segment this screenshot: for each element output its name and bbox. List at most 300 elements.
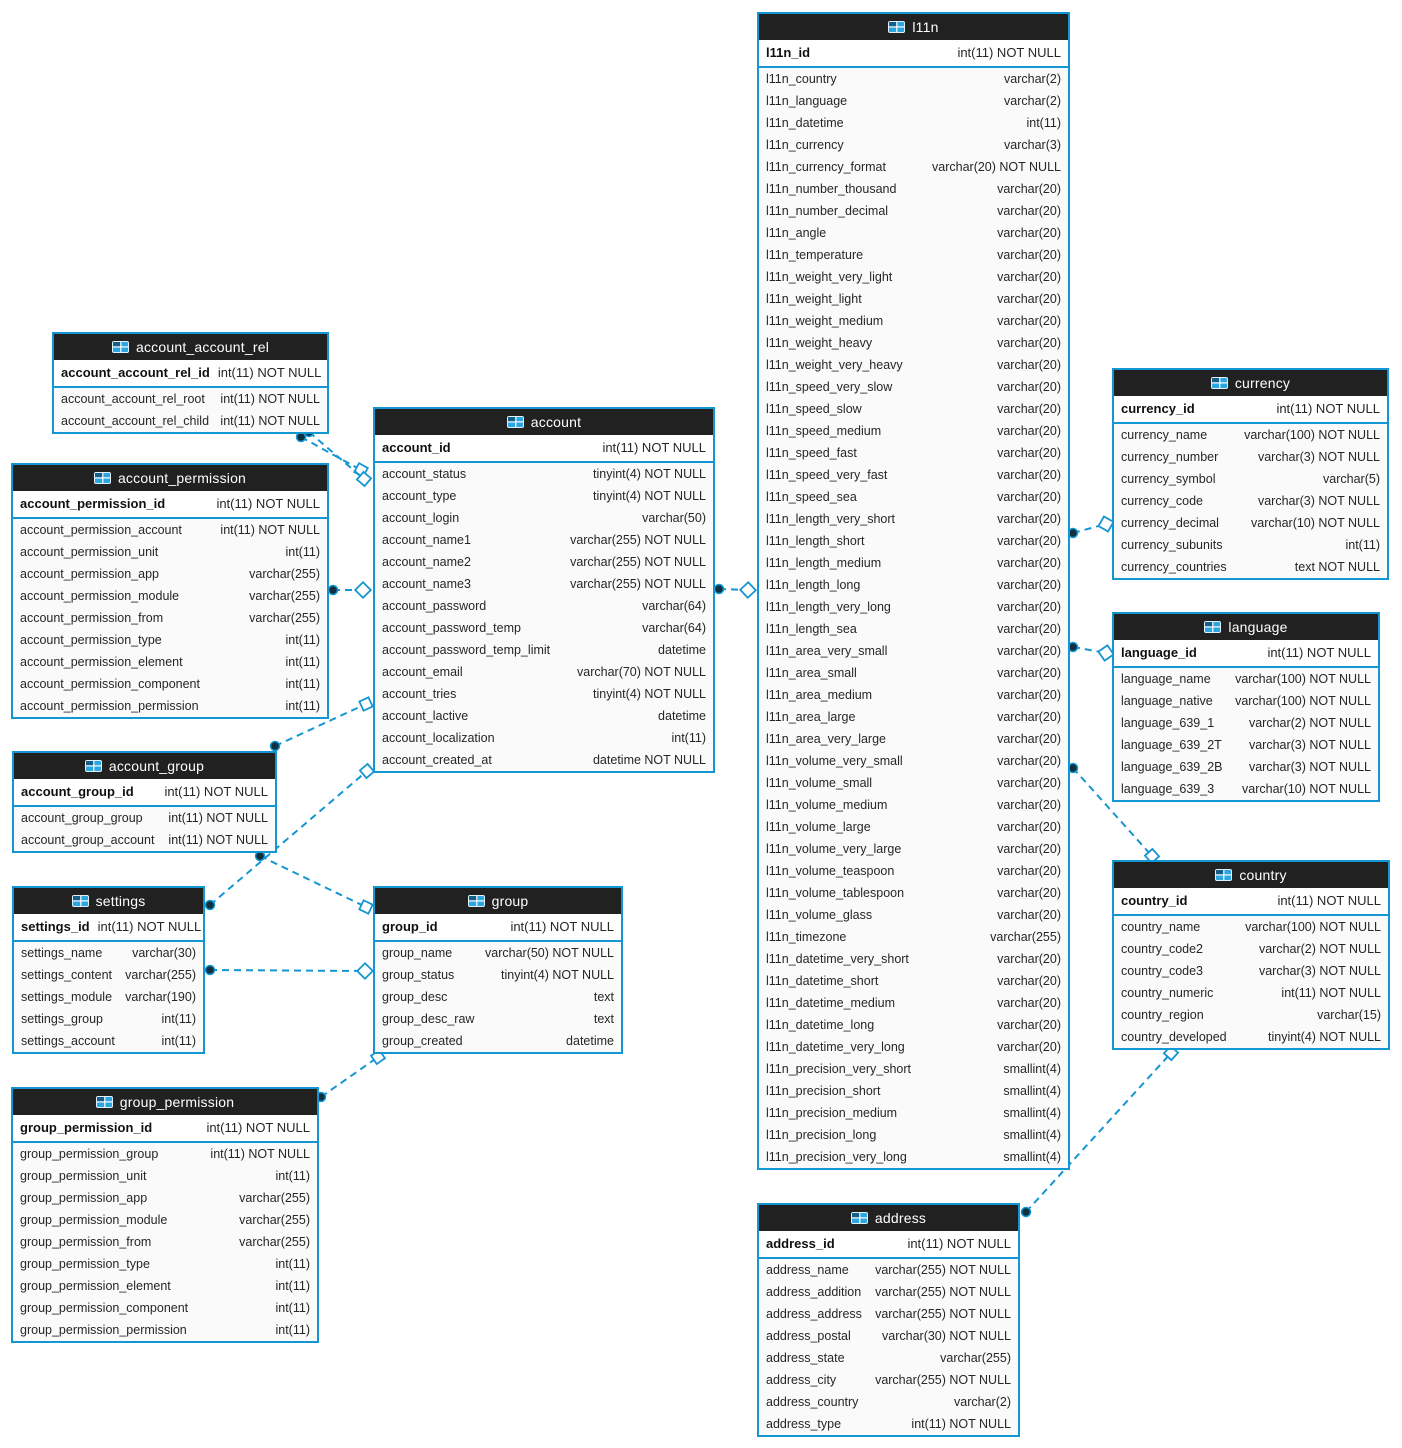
field-row [759,1259,1018,1281]
field-row [759,574,1068,596]
relationship-origin-dot-icon [715,585,724,594]
table-group[interactable] [373,886,623,1054]
table-header[interactable] [14,753,275,779]
field-row [759,486,1068,508]
field-type: varchar(255) [125,968,196,982]
table-account_account_rel[interactable] [52,332,329,434]
field-name: l11n_weight_light [766,292,862,306]
field-name: l11n_area_large [766,710,856,724]
field-row [13,629,327,651]
field-row [54,388,327,410]
field-row [759,860,1068,882]
table-title: settings [95,893,146,909]
field-type: int(11) [285,699,320,713]
field-row [759,596,1068,618]
table-icon [72,895,89,907]
field-type: tinyint(4) NOT NULL [501,968,614,982]
field-type: varchar(3) NOT NULL [1248,760,1371,774]
field-name: group_desc_raw [382,1012,475,1026]
field-row [13,1297,317,1319]
field-name: group_name [382,946,453,960]
field-type: varchar(20) [997,732,1061,746]
field-type: varchar(20) [997,270,1061,284]
table-language[interactable] [1112,612,1380,802]
field-name: currency_code [1121,494,1203,508]
field-name: address_id [766,1236,835,1251]
field-name: currency_subunits [1121,538,1223,552]
table-title: country [1239,867,1287,883]
field-row [375,964,621,986]
field-row [1114,512,1387,534]
table-title: address [874,1210,927,1226]
field-type: varchar(255) NOT NULL [875,1373,1011,1387]
field-type: int(11) NOT NULL [210,1147,310,1161]
field-row [375,573,713,595]
field-name: language_name [1121,672,1211,686]
field-row [13,541,327,563]
field-row [14,986,203,1008]
table-icon [1211,377,1228,389]
field-type: varchar(20) [997,842,1061,856]
field-row [759,882,1068,904]
field-name: account_created_at [382,753,492,767]
field-type: int(11) [275,1323,310,1337]
field-type: varchar(20) [997,974,1061,988]
field-type: int(11) [285,633,320,647]
field-row [375,683,713,705]
field-name: settings_id [21,919,90,934]
field-type: int(11) [1345,538,1380,552]
field-type: int(11) [161,1012,196,1026]
field-name: l11n_datetime_very_short [766,952,909,966]
field-type: int(11) NOT NULL [220,392,320,406]
field-row [1114,938,1388,960]
field-row [14,1030,203,1052]
field-row [759,288,1068,310]
field-type: varchar(64) [642,621,706,635]
field-type: varchar(20) [997,952,1061,966]
primary-key-row [13,491,327,519]
relationship-diamond-icon [355,582,371,598]
field-name: account_permission_type [20,633,162,647]
field-type: int(11) NOT NULL [168,833,268,847]
relationship-group_permission-group[interactable] [317,1050,385,1101]
field-row [375,1008,621,1030]
field-type: varchar(20) [997,204,1061,218]
relationship-line [260,856,366,907]
relationship-line [210,970,365,971]
field-name: group_permission_from [20,1235,152,1249]
field-name: country_name [1121,920,1201,934]
table-header[interactable] [1114,614,1378,640]
field-name: l11n_datetime_medium [766,996,896,1010]
field-type: datetime [566,1034,614,1048]
table-header[interactable] [759,1205,1018,1231]
field-name: l11n_number_decimal [766,204,889,218]
field-type: varchar(255) NOT NULL [570,533,706,547]
field-row [759,728,1068,750]
field-name: settings_name [21,946,103,960]
field-name: account_name3 [382,577,471,591]
field-row [759,1369,1018,1391]
field-type: varchar(255) [940,1351,1011,1365]
field-type: varchar(255) [249,611,320,625]
relationship-origin-dot-icon [206,901,215,910]
field-name: account_permission_component [20,677,200,691]
field-name: l11n_area_small [766,666,857,680]
field-type: varchar(5) [1323,472,1380,486]
field-name: l11n_weight_heavy [766,336,873,350]
primary-key-row [375,435,713,463]
field-name: account_permission_unit [20,545,159,559]
field-row [1114,960,1388,982]
field-name: l11n_currency [766,138,844,152]
relationship-origin-dot-icon [329,586,338,595]
field-name: l11n_area_very_small [766,644,888,658]
field-row [375,661,713,683]
field-name: currency_symbol [1121,472,1216,486]
field-name: l11n_currency_format [766,160,886,174]
field-name: l11n_area_medium [766,688,873,702]
field-name: currency_id [1121,401,1195,416]
relationship-account_group-group[interactable] [256,852,373,914]
primary-key-row [1114,888,1388,916]
field-name: account_tries [382,687,457,701]
field-row [54,410,327,432]
field-type: varchar(2) [1004,94,1061,108]
field-name: l11n_length_short [766,534,865,548]
field-name: l11n_volume_tablespoon [766,886,905,900]
field-name: l11n_volume_very_large [766,842,902,856]
field-row [759,1281,1018,1303]
field-row [759,310,1068,332]
field-row [759,662,1068,684]
primary-key-row [1114,396,1387,424]
field-row [13,1319,317,1341]
field-type: varchar(30) [132,946,196,960]
field-name: l11n_volume_large [766,820,871,834]
field-row [375,507,713,529]
field-row [1114,1026,1388,1048]
field-type: int(11) NOT NULL [602,440,706,455]
primary-key-row [14,914,203,942]
relationship-settings-group[interactable] [206,963,373,979]
field-row [759,200,1068,222]
field-name: account_id [382,440,451,455]
field-type: tinyint(4) NOT NULL [1268,1030,1381,1044]
field-row [1114,668,1378,690]
field-type: varchar(20) [997,644,1061,658]
field-name: account_permission_id [20,496,166,511]
field-name: account_lactive [382,709,469,723]
table-icon [85,760,102,772]
table-icon [96,1096,113,1108]
table-icon [888,21,905,33]
field-type: varchar(20) [997,424,1061,438]
field-row [13,563,327,585]
field-row [13,607,327,629]
field-name: account_permission_element [20,655,183,669]
field-type: text [593,1012,614,1026]
field-row [759,1058,1068,1080]
field-type: varchar(20) [997,1040,1061,1054]
field-type: int(11) NOT NULL [957,45,1061,60]
field-row [759,1325,1018,1347]
table-title: account_permission [117,470,247,486]
field-name: account_type [382,489,457,503]
field-type: smallint(4) [1003,1062,1061,1076]
field-row [1114,756,1378,778]
field-type: varchar(20) [997,556,1061,570]
relationship-l11n-language[interactable] [1069,643,1114,661]
field-row [13,651,327,673]
relationship-l11n-currency[interactable] [1069,516,1114,537]
field-name: l11n_country [766,72,837,86]
field-type: tinyint(4) NOT NULL [593,467,706,481]
field-name: language_639_1 [1121,716,1215,730]
table-settings[interactable] [12,886,205,1054]
field-name: group_permission_unit [20,1169,147,1183]
field-type: datetime [658,643,706,657]
field-row [14,829,275,851]
table-header[interactable] [1114,862,1388,888]
table-header[interactable] [759,14,1068,40]
relationship-square-icon [360,764,374,778]
field-type: int(11) NOT NULL [510,919,614,934]
table-header[interactable] [13,1089,317,1115]
field-type: varchar(20) [997,776,1061,790]
field-row [759,508,1068,530]
field-row [1114,690,1378,712]
field-type: varchar(20) [997,996,1061,1010]
field-type: int(11) [285,677,320,691]
table-currency[interactable] [1112,368,1389,580]
field-row [1114,1004,1388,1026]
field-name: group_permission_type [20,1257,150,1271]
field-row [375,639,713,661]
field-row [13,1143,317,1165]
table-icon [1204,621,1221,633]
field-name: settings_group [21,1012,104,1026]
field-row [759,90,1068,112]
field-type: int(11) NOT NULL [97,919,202,934]
relationship-square-icon [359,900,372,913]
field-name: l11n_speed_very_slow [766,380,893,394]
field-type: varchar(20) [997,820,1061,834]
field-name: group_permission_permission [20,1323,187,1337]
field-type: varchar(255) [239,1213,310,1227]
table-title: group_permission [119,1094,235,1110]
table-header[interactable] [375,888,621,914]
field-name: account_password_temp [382,621,521,635]
field-name: address_name [766,1263,849,1277]
field-row [759,134,1068,156]
field-name: account_status [382,467,467,481]
field-name: account_name1 [382,533,471,547]
field-type: varchar(15) [1317,1008,1381,1022]
field-row [375,551,713,573]
table-account[interactable] [373,407,715,773]
table-header[interactable] [1114,370,1387,396]
field-type: int(11) [671,731,706,745]
field-name: l11n_speed_medium [766,424,882,438]
relationship-origin-dot-icon [271,742,280,751]
field-type: varchar(20) [997,688,1061,702]
field-type: varchar(255) NOT NULL [875,1307,1011,1321]
primary-key-row [1114,640,1378,668]
field-type: varchar(20) [997,908,1061,922]
table-address[interactable] [757,1203,1020,1437]
field-name: currency_countries [1121,560,1227,574]
field-row [759,1413,1018,1435]
field-name: l11n_precision_short [766,1084,881,1098]
field-type: varchar(20) [997,314,1061,328]
table-group_permission[interactable] [11,1087,319,1343]
table-title: account_group [108,758,205,774]
field-row [375,463,713,485]
field-type: int(11) NOT NULL [206,1120,310,1135]
relationship-account_permission-account[interactable] [329,582,371,598]
field-name: group_permission_component [20,1301,189,1315]
field-type: varchar(20) [997,754,1061,768]
field-type: varchar(2) [1004,72,1061,86]
field-row [759,926,1068,948]
field-type: varchar(255) NOT NULL [570,555,706,569]
field-type: tinyint(4) NOT NULL [593,687,706,701]
field-type: varchar(20) [997,864,1061,878]
field-name: group_permission_app [20,1191,148,1205]
field-type: varchar(20) [997,622,1061,636]
field-name: l11n_speed_very_fast [766,468,888,482]
table-header[interactable] [375,409,713,435]
field-type: smallint(4) [1003,1084,1061,1098]
field-name: address_state [766,1351,845,1365]
field-row [1114,734,1378,756]
table-l11n[interactable] [757,12,1070,1170]
field-type: varchar(20) NOT NULL [932,160,1061,174]
field-type: varchar(70) NOT NULL [577,665,706,679]
field-row [1114,712,1378,734]
field-name: l11n_length_medium [766,556,882,570]
field-name: account_login [382,511,460,525]
field-name: language_native [1121,694,1213,708]
field-type: varchar(3) NOT NULL [1257,494,1380,508]
field-type: varchar(3) [1004,138,1061,152]
field-row [1114,534,1387,556]
field-type: varchar(20) [997,512,1061,526]
field-type: varchar(50) NOT NULL [485,946,614,960]
field-type: varchar(255) NOT NULL [875,1285,1011,1299]
field-name: l11n_weight_very_heavy [766,358,903,372]
field-name: account_group_id [21,784,134,799]
field-name: language_639_3 [1121,782,1215,796]
table-header[interactable] [54,334,327,360]
field-row [1114,778,1378,800]
field-type: smallint(4) [1003,1150,1061,1164]
field-type: varchar(255) NOT NULL [570,577,706,591]
table-account_permission[interactable] [11,463,329,719]
field-type: int(11) [275,1169,310,1183]
field-type: varchar(20) [997,534,1061,548]
primary-key-row [14,779,275,807]
field-type: varchar(2) [954,1395,1011,1409]
field-type: int(11) [275,1301,310,1315]
field-type: varchar(20) [997,798,1061,812]
field-row [759,992,1068,1014]
field-type: varchar(255) [249,589,320,603]
field-row [375,705,713,727]
field-row [759,640,1068,662]
field-name: l11n_datetime [766,116,844,130]
field-row [375,485,713,507]
field-name: l11n_precision_very_short [766,1062,911,1076]
field-row [759,1124,1068,1146]
field-row [759,1102,1068,1124]
table-account_group[interactable] [12,751,277,853]
field-type: int(11) [285,545,320,559]
field-row [759,112,1068,134]
field-row [375,529,713,551]
field-row [14,807,275,829]
field-type: varchar(2) NOT NULL [1258,942,1381,956]
field-type: datetime [658,709,706,723]
field-type: varchar(20) [997,248,1061,262]
table-icon [94,472,111,484]
field-type: varchar(20) [997,490,1061,504]
relationship-account-l11n[interactable] [715,582,756,598]
field-type: varchar(20) [997,402,1061,416]
table-header[interactable] [13,465,327,491]
field-row [759,178,1068,200]
field-row [1114,916,1388,938]
field-name: currency_number [1121,450,1219,464]
field-row [14,1008,203,1030]
field-type: varchar(255) [239,1191,310,1205]
field-type: varchar(20) [997,182,1061,196]
field-name: account_permission_module [20,589,180,603]
field-name: group_permission_group [20,1147,159,1161]
field-name: l11n_angle [766,226,827,240]
field-row [759,1303,1018,1325]
field-name: currency_decimal [1121,516,1219,530]
field-name: l11n_speed_sea [766,490,857,504]
field-name: account_account_rel_root [61,392,205,406]
field-type: varchar(255) [249,567,320,581]
field-name: l11n_volume_very_small [766,754,903,768]
field-name: account_password [382,599,487,613]
field-name: l11n_volume_medium [766,798,888,812]
field-type: varchar(100) NOT NULL [1244,428,1380,442]
field-name: account_password_temp_limit [382,643,551,657]
field-row [759,1080,1068,1102]
field-row [759,1146,1068,1168]
table-header[interactable] [14,888,203,914]
field-row [375,1030,621,1052]
table-icon [851,1212,868,1224]
field-name: l11n_datetime_long [766,1018,875,1032]
field-name: country_id [1121,893,1188,908]
field-name: l11n_weight_medium [766,314,884,328]
field-type: int(11) NOT NULL [911,1417,1011,1431]
field-name: account_permission_from [20,611,164,625]
table-country[interactable] [1112,860,1390,1050]
field-name: country_developed [1121,1030,1227,1044]
field-type: varchar(255) NOT NULL [875,1263,1011,1277]
field-row [375,749,713,771]
field-name: l11n_language [766,94,848,108]
field-row [1114,424,1387,446]
field-row [14,964,203,986]
